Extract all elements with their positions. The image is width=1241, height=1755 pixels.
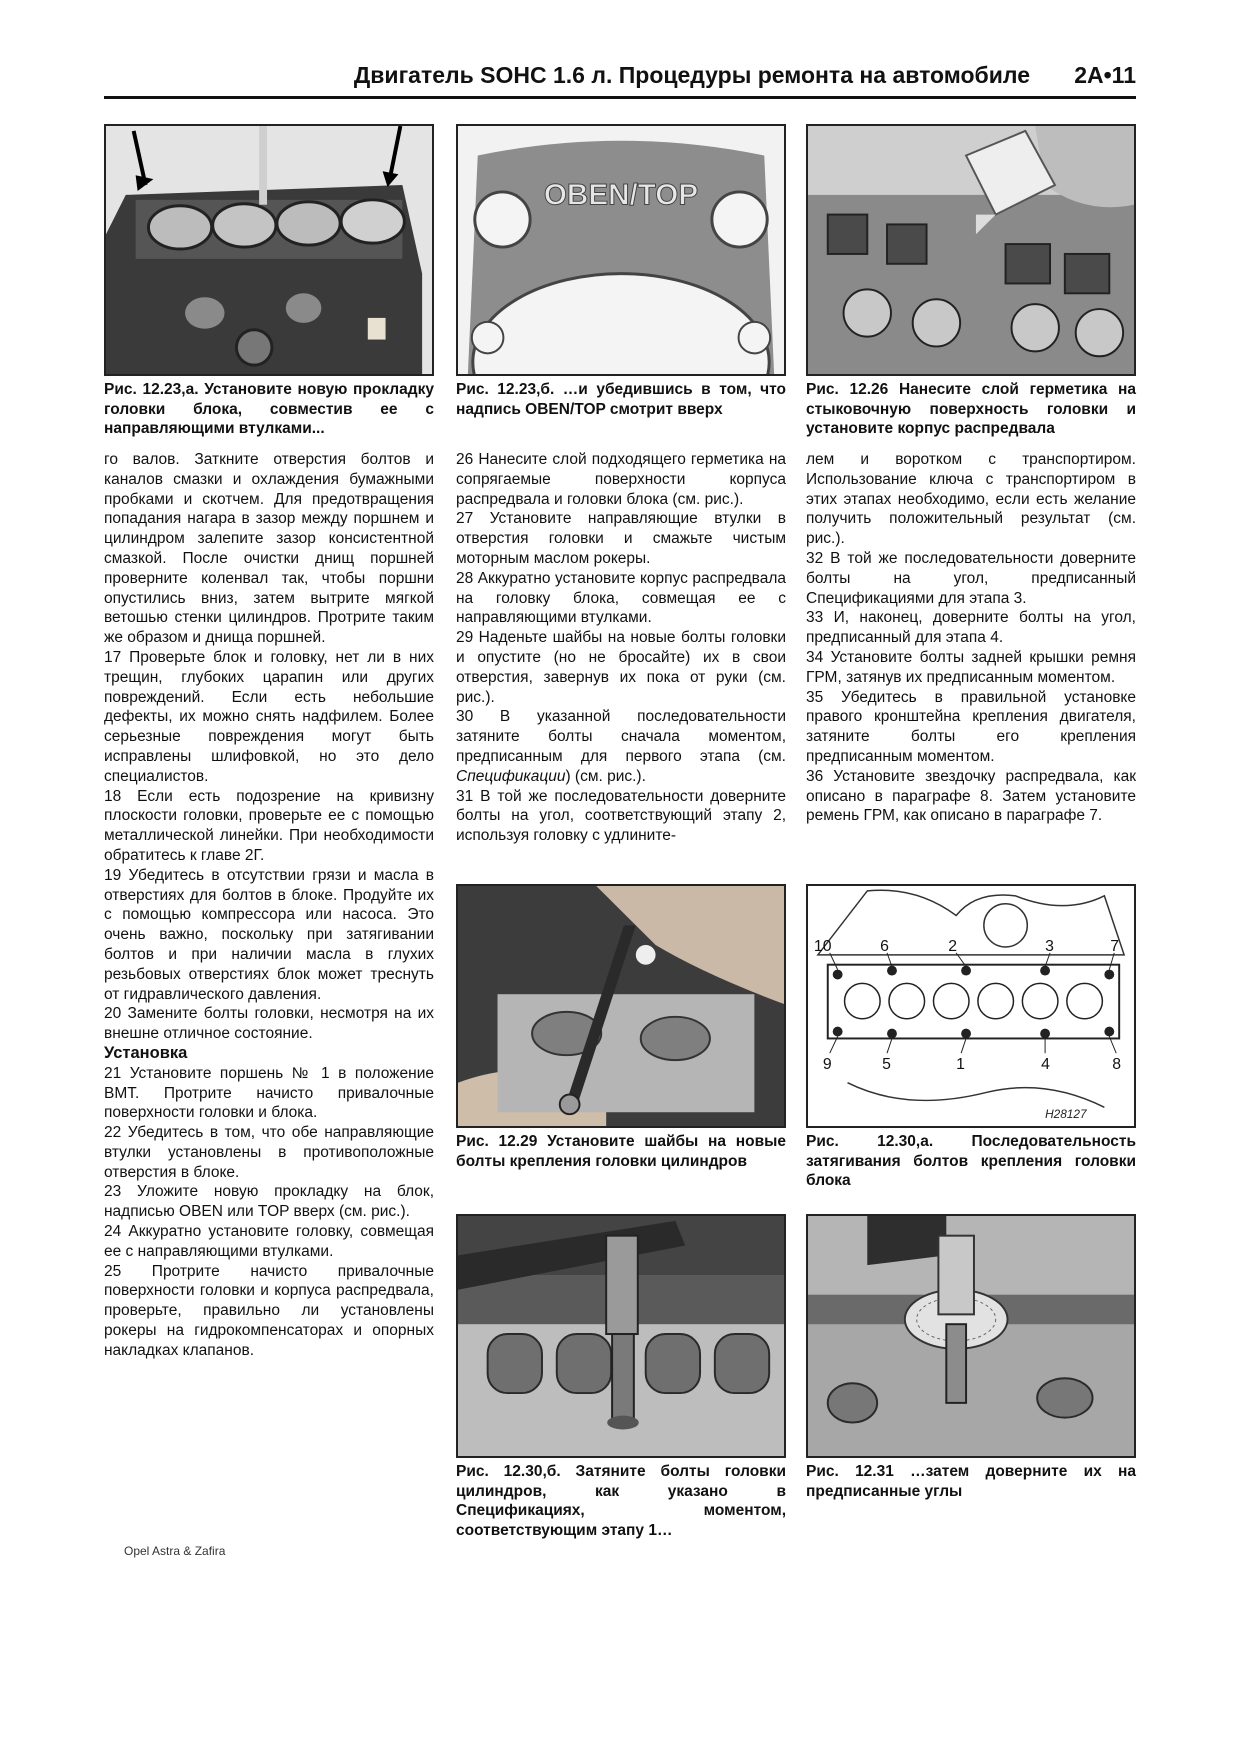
text-column-2 [456, 450, 786, 846]
paragraph-27: 27 Установите направляющие втулки в отверстия головки и смажьте чистым моторным маслом рокеры. [456, 510, 786, 567]
text-column-1 [104, 450, 434, 1361]
paragraph-29: 29 Наденьте шайбы на новые болты головки и опустите (но не бросайте) их в свои отверстия, завернув их пока от руки (см. рис.). [456, 629, 786, 706]
page-number: 2A•11 [1074, 62, 1136, 88]
figure-12-31-photo [806, 1214, 1136, 1458]
paragraph-23: 23 Уложите новую прокладку на блок, надписью OBEN или TOP вверх (см. рис.). [104, 1183, 434, 1221]
figure-12-30b-caption: Рис. 12.30,б. Затяните болты головки цилиндров, как указано в Спецификациях, моментом, соответствующим этапу 1… [456, 1463, 786, 1539]
specifications-reference: Спецификации [456, 767, 566, 785]
figure-12-23a-caption: Рис. 12.23,а. Установите новую прокладку головки блока, совместив ее с направляющими втулками... [104, 381, 434, 437]
paragraph-28: 28 Аккуратно установите корпус распредвала на головку блока, совмещая ее с направляющими втулками. [456, 569, 786, 627]
text-column-3 [806, 450, 1136, 826]
bolt-label-3: 3 [1045, 937, 1054, 955]
bolt-label-10: 10 [813, 937, 832, 955]
paragraph-31: 31 В той же последовательности доверните болты на угол, соответствующий этапу 2, используя головку с удлините- [456, 787, 786, 845]
bolt-label-2: 2 [948, 937, 958, 955]
figure-12-31-caption: Рис. 12.31 …затем доверните их на предписанные углы [806, 1463, 1136, 1500]
subheading-installation: Установка [104, 1043, 188, 1062]
paragraph-30-part-b: ) (см. рис.). [565, 767, 646, 785]
figure-12-26-photo [806, 124, 1136, 376]
bolt-label-7: 7 [1110, 937, 1120, 955]
paragraph-20: 20 Замените болты головки, несмотря на их внешне отличное состояние. [104, 1005, 434, 1043]
figure-12-23b-caption: Рис. 12.23,б. …и убедившись в том, что надпись OBEN/TOP смотрит вверх [456, 381, 786, 418]
paragraph-21: 21 Установите поршень № 1 в положение ВМТ. Протрите начисто привалочные поверхности головки и блока. [104, 1064, 434, 1122]
page-header-title: Двигатель SOHC 1.6 л. Процедуры ремонта на автомобиле [353, 62, 1030, 88]
paragraph-24: 24 Аккуратно установите головку, совмещая ее с направляющими втулками. [104, 1223, 434, 1260]
bolt-label-1: 1 [956, 1055, 965, 1073]
paragraph-26: 26 Нанесите слой подходящего герметика на сопрягаемые поверхности корпуса распредвала и головки блока (см. рис.). [456, 451, 786, 508]
figure-12-29-caption: Рис. 12.29 Установите шайбы на новые болты крепления головки цилиндров [456, 1133, 786, 1170]
bolt-label-5: 5 [882, 1055, 891, 1073]
figure-12-29-photo [456, 884, 786, 1128]
paragraph-32: 32 В той же последовательности доверните болты на угол, предписанный Спецификациями для этапа 3. [806, 549, 1136, 607]
figure-12-23b-photo [456, 124, 786, 376]
paragraph-35: 35 Убедитесь в правильной установке правого кронштейна крепления двигателя, затяните болты его крепления предписанным моментом. [806, 688, 1136, 765]
paragraph-18: 18 Если есть подозрение на кривизну плоскости головки, проверьте ее с помощью металлической линейки. При необходимости обратитесь к главе 2Г. [104, 787, 434, 864]
figure-12-30a-diagram [806, 884, 1136, 1128]
bolt-label-6: 6 [880, 937, 889, 955]
paragraph-30-part-a: 30 В указанной последовательности затяните болты сначала моментом, предписанным для первого этапа (см. [456, 708, 786, 765]
diagram-code: H28127 [1045, 1107, 1087, 1122]
paragraph-intro: го валов. Заткните отверстия болтов и каналов смазки и охлаждения бумажными пробками и скотчем. Для предотвращения попадания нагара в зазор между поршнем и цилиндром залепите зазор консистентной смазкой. После очистки днищ поршней проверните коленвал так, чтобы поршни опустились вниз, затем вытрите мягкой ветошью стенки цилиндров. Протрите таким же образом и днища поршней. [104, 451, 434, 647]
paragraph-34: 34 Установите болты задней крышки ремня ГРМ, затянув их предписанным моментом. [806, 648, 1136, 686]
figure-12-23a-photo [104, 124, 434, 376]
book-title-footer: Opel Astra & Zafira [124, 1544, 226, 1558]
paragraph-30 [456, 707, 786, 786]
figure-12-30b-photo [456, 1214, 786, 1458]
gasket-stamp-text: OBEN/TOP [543, 178, 699, 212]
bolt-label-4: 4 [1041, 1055, 1050, 1073]
bolt-label-9: 9 [822, 1055, 832, 1073]
paragraph-36: 36 Установите звездочку распредвала, как описано в параграфе 8. Затем установите ремень ГРМ, как описано в параграфе 7. [806, 767, 1136, 825]
bolt-label-8: 8 [1112, 1055, 1122, 1073]
paragraph-17: 17 Проверьте блок и головку, нет ли в них трещин, глубоких царапин или других повреждений. Если есть небольшие дефекты, их можно снять надфилем. Более серьезные повреждения могут быть исправлены шлифовкой, но это дело специалистов. [104, 648, 434, 785]
paragraph-22: 22 Убедитесь в том, что обе направляющие втулки установлены в противоположные отверстия в блоке. [104, 1124, 434, 1181]
figure-12-26-caption: Рис. 12.26 Нанесите слой герметика на стыковочную поверхность головки и установите корпус распредвала [806, 381, 1136, 437]
paragraph-19: 19 Убедитесь в отсутствии грязи и масла в отверстиях для болтов в блоке. Продуйте их с помощью компрессора или насоса. Это очень важно, поскольку при затягивании болтов и при наличии масла в глухих резьбовых отверстиях блок может треснуть от гидравлического давления. [104, 866, 434, 1003]
figure-12-30a-caption: Рис. 12.30,а. Последовательность затягивания болтов крепления головки блока [806, 1133, 1136, 1189]
paragraph-33: 33 И, наконец, доверните болты на угол, предписанный для этапа 4. [806, 609, 1136, 647]
paragraph-25: 25 Протрите начисто привалочные поверхности головки и корпуса распредвала, проверьте, правильно ли установлены рокеры на гидрокомпенсаторах и опорных накладках клапанов. [104, 1262, 434, 1359]
paragraph-continued: лем и воротком с транспортиром. Использование ключа с транспортиром в этих этапах необходимо, если есть желание получить положительный результат (см. рис.). [806, 451, 1136, 548]
header-rule [104, 96, 1136, 99]
